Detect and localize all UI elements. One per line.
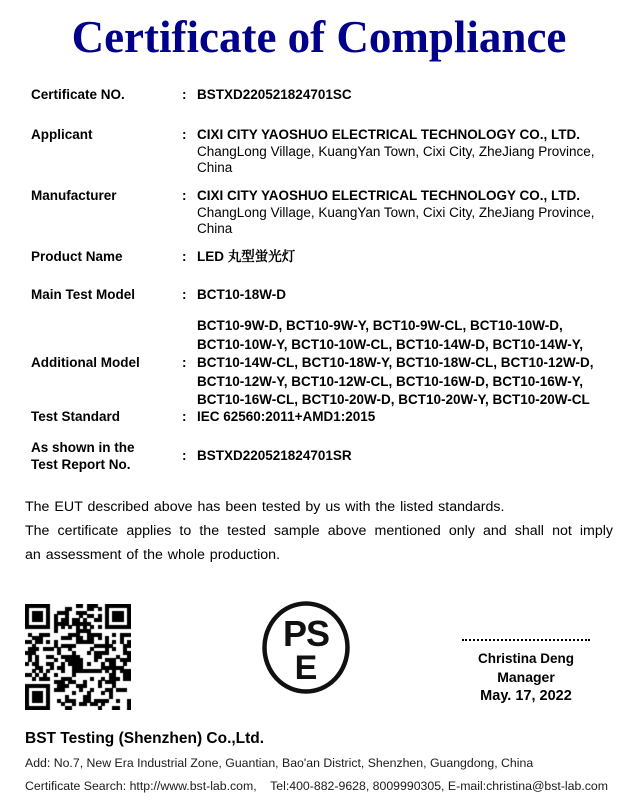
applicant-company: CIXI CITY YAOSHUO ELECTRICAL TECHNOLOGY CO., LTD. [197, 127, 581, 142]
manufacturer-company: CIXI CITY YAOSHUO ELECTRICAL TECHNOLOGY CO., LTD. [197, 188, 581, 203]
product-name-value: LED 丸型蛍光灯 [197, 249, 296, 264]
test-report-no-label-line1: As shown in the [31, 440, 135, 455]
signature-name: Christina Deng [477, 651, 574, 666]
qr-code-icon [25, 604, 131, 710]
test-standard-label: Test Standard [31, 409, 121, 424]
colon-separator: : [182, 355, 187, 370]
test-report-no-value: BSTXD220521824701SR [197, 448, 352, 464]
test-report-no-label-line2: Test Report No. [31, 456, 131, 472]
manufacturer-value [197, 188, 616, 238]
applicant-value [197, 127, 616, 177]
footer-company-name: BST Testing (Shenzhen) Co.,Ltd. [25, 730, 265, 747]
applicant-address-line1: ChangLong Village, KuangYan Town, Cixi City, ZheJiang Province, [197, 143, 595, 159]
test-report-no-label [31, 440, 182, 473]
product-name-label: Product Name [31, 249, 123, 264]
colon-separator: : [182, 287, 187, 302]
field-applicant [31, 127, 616, 177]
footer-address: Add: No.7, New Era Industrial Zone, Guantian, Bao'an District, Shenzhen, Guangdong, China [25, 756, 534, 770]
main-test-model-value: BCT10-18W-D [197, 287, 286, 302]
signature-date: May. 17, 2022 [480, 688, 572, 704]
applicant-address-line2: China [197, 160, 233, 175]
applicant-label: Applicant [31, 127, 93, 142]
colon-separator: : [182, 448, 187, 464]
page-title: Certificate of Compliance [71, 12, 567, 62]
compliance-statement [25, 495, 613, 567]
additional-model-line: BCT10-12W-Y, BCT10-12W-CL, BCT10-16W-D, BCT10-16W-Y, [197, 373, 583, 389]
additional-model-value [197, 317, 616, 410]
pse-mark-icon [262, 601, 350, 694]
additional-model-line: BCT10-16W-CL, BCT10-20W-D, BCT10-20W-Y, BCT10-20W-CL [197, 392, 590, 407]
manufacturer-label: Manufacturer [31, 188, 117, 203]
statement-line1: The EUT described above has been tested by us with the listed standards. [25, 499, 505, 515]
additional-model-line: BCT10-9W-D, BCT10-9W-Y, BCT10-9W-CL, BCT10-10W-D, [197, 318, 563, 333]
pse-text-bottom: E [294, 649, 318, 687]
pse-text-top: PS [282, 613, 330, 654]
statement-line3: an assessment of the whole production. [25, 547, 281, 563]
field-test-standard [31, 409, 616, 426]
additional-model-line: BCT10-14W-CL, BCT10-18W-Y, BCT10-18W-CL, BCT10-12W-D, [197, 355, 594, 370]
manufacturer-address-line1: ChangLong Village, KuangYan Town, Cixi City, ZheJiang Province, [197, 204, 595, 220]
signature-role: Manager [497, 669, 555, 685]
colon-separator: : [182, 188, 187, 203]
test-standard-value: IEC 62560:2011+AMD1:2015 [197, 409, 376, 424]
main-test-model-label: Main Test Model [31, 287, 136, 302]
footer-contact: Certificate Search: http://www.bst-lab.com, Tel:400-882-9628, 8009990305, E-mail:christina@bst-lab.com [25, 779, 608, 793]
certificate-no-label: Certificate NO. [31, 87, 125, 102]
additional-model-label: Additional Model [31, 355, 140, 370]
certificate-no-value: BSTXD220521824701SC [197, 87, 352, 102]
field-certificate-no [31, 87, 616, 104]
colon-separator: : [182, 87, 187, 102]
signature-dotted-line [462, 639, 590, 641]
statement-line2: The certificate applies to the tested sample above mentioned only and shall not imply [25, 523, 613, 539]
field-test-report-no [31, 440, 616, 473]
colon-separator: : [182, 409, 187, 424]
signature-block [456, 639, 596, 706]
colon-separator: : [182, 249, 187, 264]
colon-separator: : [182, 127, 187, 142]
manufacturer-address-line2: China [197, 221, 233, 236]
field-additional-model [31, 317, 616, 410]
field-main-test-model [31, 287, 616, 304]
field-manufacturer [31, 188, 616, 238]
additional-model-line: BCT10-10W-Y, BCT10-10W-CL, BCT10-14W-D, BCT10-14W-Y, [197, 336, 583, 352]
field-product-name [31, 249, 616, 266]
